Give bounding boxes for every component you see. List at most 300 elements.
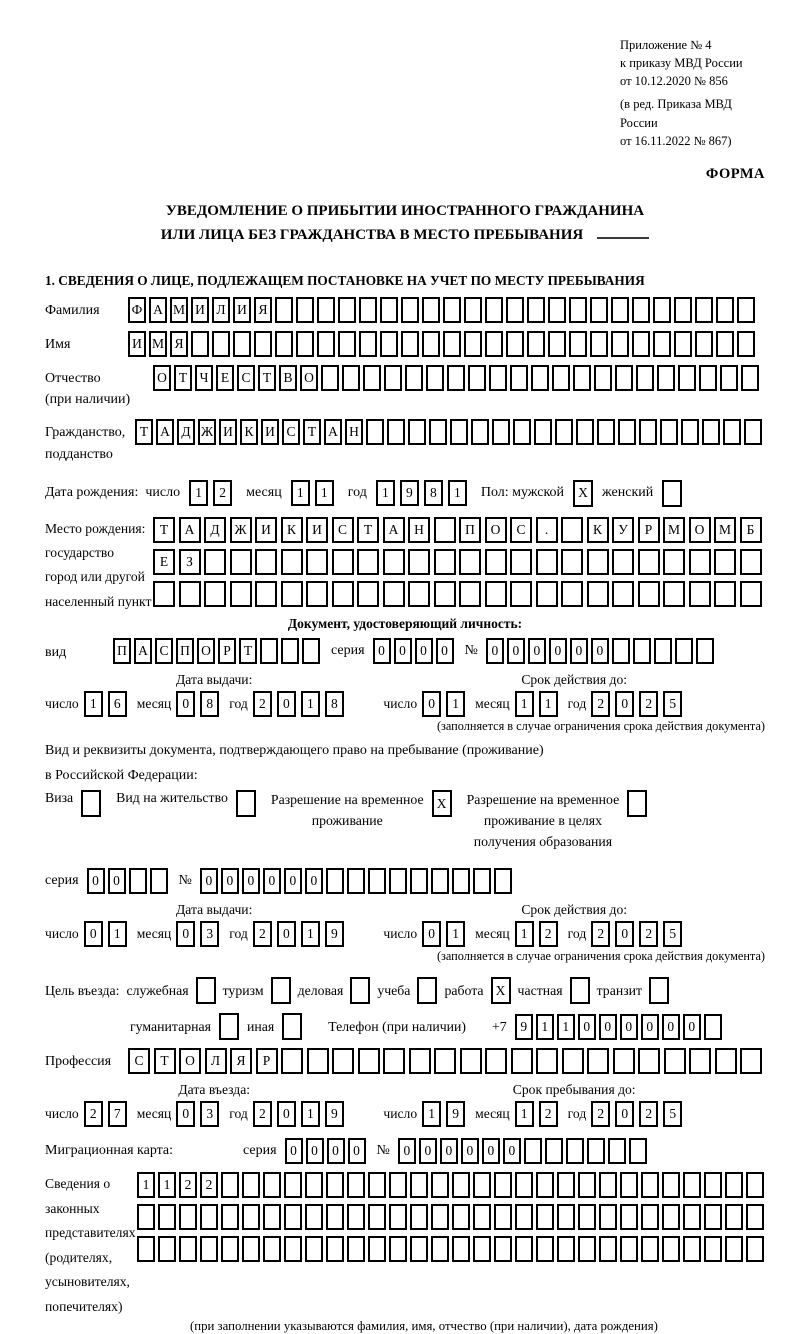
form-cell[interactable]: Ж	[198, 419, 216, 445]
form-cell[interactable]: Д	[177, 419, 195, 445]
form-cell[interactable]: 0	[84, 921, 103, 947]
form-cell[interactable]: 0	[549, 638, 567, 664]
form-cell[interactable]: 1	[291, 480, 310, 506]
form-cell[interactable]	[638, 1048, 660, 1074]
form-cell[interactable]	[741, 365, 759, 391]
form-cell[interactable]	[536, 1236, 554, 1262]
form-cell[interactable]	[410, 868, 428, 894]
form-cell[interactable]	[389, 1204, 407, 1230]
form-cell[interactable]	[347, 1236, 365, 1262]
form-cell[interactable]	[545, 1138, 563, 1164]
form-cell[interactable]	[332, 581, 354, 607]
form-cell[interactable]	[683, 1172, 701, 1198]
form-cell[interactable]: Р	[218, 638, 236, 664]
form-cell[interactable]: 5	[663, 1101, 682, 1127]
checkbox-cell[interactable]: X	[432, 790, 452, 817]
form-cell[interactable]	[284, 1236, 302, 1262]
form-cell[interactable]	[383, 1048, 405, 1074]
form-cell[interactable]	[587, 1138, 605, 1164]
form-cell[interactable]	[485, 297, 503, 323]
form-cell[interactable]	[410, 1204, 428, 1230]
form-cell[interactable]	[473, 1204, 491, 1230]
form-cell[interactable]: 2	[200, 1172, 218, 1198]
form-cell[interactable]: 1	[515, 921, 534, 947]
form-cell[interactable]: 3	[200, 921, 219, 947]
form-cell[interactable]	[695, 331, 713, 357]
form-cell[interactable]: 0	[306, 1138, 324, 1164]
form-cell[interactable]	[447, 365, 465, 391]
form-cell[interactable]	[678, 365, 696, 391]
form-cell[interactable]	[357, 581, 379, 607]
form-cell[interactable]: С	[510, 517, 532, 543]
form-cell[interactable]	[696, 638, 714, 664]
checkbox-cell[interactable]	[627, 790, 647, 817]
form-cell[interactable]: 0	[284, 868, 302, 894]
form-cell[interactable]	[191, 331, 209, 357]
form-cell[interactable]: 8	[325, 691, 344, 717]
form-cell[interactable]	[613, 1048, 635, 1074]
form-cell[interactable]	[179, 1204, 197, 1230]
form-cell[interactable]	[557, 1172, 575, 1198]
form-cell[interactable]	[612, 638, 630, 664]
form-cell[interactable]	[737, 331, 755, 357]
checkbox-cell[interactable]	[219, 1013, 239, 1040]
form-cell[interactable]: 0	[615, 691, 634, 717]
form-cell[interactable]	[426, 365, 444, 391]
form-cell[interactable]: Я	[230, 1048, 252, 1074]
form-cell[interactable]	[740, 581, 762, 607]
form-cell[interactable]	[569, 331, 587, 357]
form-cell[interactable]	[641, 1172, 659, 1198]
form-cell[interactable]	[281, 581, 303, 607]
form-cell[interactable]	[740, 1048, 762, 1074]
form-cell[interactable]: Т	[135, 419, 153, 445]
form-cell[interactable]	[638, 549, 660, 575]
form-cell[interactable]	[527, 297, 545, 323]
form-cell[interactable]	[597, 419, 615, 445]
form-cell[interactable]	[492, 419, 510, 445]
form-cell[interactable]: О	[485, 517, 507, 543]
form-cell[interactable]	[485, 549, 507, 575]
form-cell[interactable]	[653, 297, 671, 323]
form-cell[interactable]: О	[689, 517, 711, 543]
form-cell[interactable]	[657, 365, 675, 391]
form-cell[interactable]: 0	[422, 921, 441, 947]
form-cell[interactable]	[410, 1172, 428, 1198]
checkbox-cell[interactable]	[271, 977, 291, 1004]
form-cell[interactable]: 0	[176, 691, 195, 717]
form-cell[interactable]	[263, 1204, 281, 1230]
form-cell[interactable]: 1	[189, 480, 208, 506]
form-cell[interactable]	[527, 331, 545, 357]
form-cell[interactable]	[410, 1236, 428, 1262]
form-cell[interactable]: 1	[539, 691, 558, 717]
form-cell[interactable]: 1	[108, 921, 127, 947]
form-cell[interactable]	[384, 365, 402, 391]
form-cell[interactable]	[429, 419, 447, 445]
form-cell[interactable]: 2	[253, 1101, 272, 1127]
form-cell[interactable]: Н	[345, 419, 363, 445]
form-cell[interactable]	[641, 1236, 659, 1262]
form-cell[interactable]	[720, 365, 738, 391]
form-cell[interactable]: И	[255, 517, 277, 543]
form-cell[interactable]	[263, 1172, 281, 1198]
form-cell[interactable]: О	[153, 365, 171, 391]
form-cell[interactable]	[471, 419, 489, 445]
form-cell[interactable]	[473, 1236, 491, 1262]
form-cell[interactable]: И	[128, 331, 146, 357]
form-cell[interactable]	[307, 1048, 329, 1074]
form-cell[interactable]: Т	[258, 365, 276, 391]
form-cell[interactable]: И	[306, 517, 328, 543]
form-cell[interactable]: О	[300, 365, 318, 391]
form-cell[interactable]	[242, 1172, 260, 1198]
form-cell[interactable]: Л	[205, 1048, 227, 1074]
form-cell[interactable]	[434, 517, 456, 543]
form-cell[interactable]	[408, 419, 426, 445]
form-cell[interactable]: 1	[557, 1014, 575, 1040]
form-cell[interactable]: Т	[239, 638, 257, 664]
form-cell[interactable]	[639, 419, 657, 445]
form-cell[interactable]: 2	[539, 1101, 558, 1127]
form-cell[interactable]: Я	[254, 297, 272, 323]
form-cell[interactable]	[302, 638, 320, 664]
form-cell[interactable]	[281, 638, 299, 664]
form-cell[interactable]	[405, 365, 423, 391]
form-cell[interactable]	[636, 365, 654, 391]
form-cell[interactable]: 0	[277, 691, 296, 717]
form-cell[interactable]	[663, 549, 685, 575]
form-cell[interactable]: 0	[419, 1138, 437, 1164]
form-cell[interactable]: А	[149, 297, 167, 323]
form-cell[interactable]: 1	[376, 480, 395, 506]
checkbox-cell[interactable]	[282, 1013, 302, 1040]
form-cell[interactable]: Т	[153, 517, 175, 543]
form-cell[interactable]	[611, 331, 629, 357]
form-cell[interactable]: 0	[263, 868, 281, 894]
form-cell[interactable]	[158, 1236, 176, 1262]
form-cell[interactable]	[494, 1204, 512, 1230]
form-cell[interactable]: 9	[325, 1101, 344, 1127]
form-cell[interactable]: А	[179, 517, 201, 543]
form-cell[interactable]	[587, 549, 609, 575]
form-cell[interactable]: 1	[301, 921, 320, 947]
form-cell[interactable]	[387, 419, 405, 445]
form-cell[interactable]	[744, 419, 762, 445]
form-cell[interactable]: 0	[615, 1101, 634, 1127]
form-cell[interactable]: 0	[662, 1014, 680, 1040]
form-cell[interactable]	[590, 297, 608, 323]
form-cell[interactable]: Д	[204, 517, 226, 543]
form-cell[interactable]	[654, 638, 672, 664]
form-cell[interactable]	[746, 1204, 764, 1230]
form-cell[interactable]	[587, 581, 609, 607]
form-cell[interactable]: 0	[176, 1101, 195, 1127]
form-cell[interactable]	[460, 1048, 482, 1074]
form-cell[interactable]: 1	[536, 1014, 554, 1040]
form-cell[interactable]: М	[663, 517, 685, 543]
form-cell[interactable]: 0	[482, 1138, 500, 1164]
form-cell[interactable]	[383, 549, 405, 575]
form-cell[interactable]	[746, 1172, 764, 1198]
form-cell[interactable]	[578, 1172, 596, 1198]
form-cell[interactable]	[746, 1236, 764, 1262]
form-cell[interactable]	[363, 365, 381, 391]
form-cell[interactable]	[137, 1204, 155, 1230]
form-cell[interactable]	[695, 297, 713, 323]
form-cell[interactable]	[569, 297, 587, 323]
form-cell[interactable]: Т	[357, 517, 379, 543]
form-cell[interactable]	[255, 581, 277, 607]
form-cell[interactable]: 0	[277, 1101, 296, 1127]
form-cell[interactable]: К	[281, 517, 303, 543]
form-cell[interactable]	[608, 1138, 626, 1164]
form-cell[interactable]: 9	[400, 480, 419, 506]
form-cell[interactable]	[137, 1236, 155, 1262]
form-cell[interactable]	[342, 365, 360, 391]
form-cell[interactable]: 1	[315, 480, 334, 506]
form-cell[interactable]	[281, 549, 303, 575]
form-cell[interactable]	[536, 1048, 558, 1074]
form-cell[interactable]	[489, 365, 507, 391]
checkbox-cell[interactable]	[649, 977, 669, 1004]
form-cell[interactable]	[242, 1236, 260, 1262]
form-cell[interactable]	[674, 297, 692, 323]
checkbox-cell[interactable]	[570, 977, 590, 1004]
form-cell[interactable]: Т	[154, 1048, 176, 1074]
checkbox-cell[interactable]	[417, 977, 437, 1004]
form-cell[interactable]: 2	[639, 1101, 658, 1127]
form-cell[interactable]	[305, 1204, 323, 1230]
form-cell[interactable]	[347, 1204, 365, 1230]
form-cell[interactable]: 0	[486, 638, 504, 664]
form-cell[interactable]	[263, 1236, 281, 1262]
form-cell[interactable]	[573, 365, 591, 391]
form-cell[interactable]: Л	[212, 297, 230, 323]
form-cell[interactable]	[511, 1048, 533, 1074]
form-cell[interactable]	[590, 331, 608, 357]
form-cell[interactable]	[587, 1048, 609, 1074]
form-cell[interactable]	[536, 549, 558, 575]
form-cell[interactable]	[357, 549, 379, 575]
form-cell[interactable]: 1	[515, 691, 534, 717]
form-cell[interactable]	[653, 331, 671, 357]
form-cell[interactable]: Р	[256, 1048, 278, 1074]
form-cell[interactable]	[260, 638, 278, 664]
form-cell[interactable]	[663, 581, 685, 607]
form-cell[interactable]	[321, 365, 339, 391]
form-cell[interactable]: 0	[398, 1138, 416, 1164]
form-cell[interactable]	[284, 1204, 302, 1230]
form-cell[interactable]	[611, 297, 629, 323]
form-cell[interactable]	[725, 1236, 743, 1262]
form-cell[interactable]	[452, 868, 470, 894]
form-cell[interactable]	[620, 1204, 638, 1230]
form-cell[interactable]	[473, 868, 491, 894]
form-cell[interactable]	[633, 638, 651, 664]
form-cell[interactable]	[704, 1172, 722, 1198]
form-cell[interactable]	[366, 419, 384, 445]
form-cell[interactable]	[459, 549, 481, 575]
form-cell[interactable]	[326, 1204, 344, 1230]
form-cell[interactable]	[254, 331, 272, 357]
form-cell[interactable]	[485, 331, 503, 357]
form-cell[interactable]	[380, 297, 398, 323]
form-cell[interactable]: З	[179, 549, 201, 575]
form-cell[interactable]	[515, 1204, 533, 1230]
form-cell[interactable]	[555, 419, 573, 445]
form-cell[interactable]: 1	[301, 691, 320, 717]
form-cell[interactable]	[389, 868, 407, 894]
form-cell[interactable]	[408, 549, 430, 575]
form-cell[interactable]: 0	[440, 1138, 458, 1164]
form-cell[interactable]	[513, 419, 531, 445]
form-cell[interactable]: 1	[301, 1101, 320, 1127]
form-cell[interactable]: 1	[515, 1101, 534, 1127]
form-cell[interactable]: П	[176, 638, 194, 664]
form-cell[interactable]	[230, 549, 252, 575]
form-cell[interactable]	[284, 1172, 302, 1198]
form-cell[interactable]	[715, 1048, 737, 1074]
form-cell[interactable]: .	[536, 517, 558, 543]
form-cell[interactable]	[704, 1204, 722, 1230]
form-cell[interactable]	[296, 297, 314, 323]
form-cell[interactable]: 0	[436, 638, 454, 664]
form-cell[interactable]	[431, 1236, 449, 1262]
form-cell[interactable]: 0	[570, 638, 588, 664]
form-cell[interactable]: 0	[305, 868, 323, 894]
form-cell[interactable]: Е	[216, 365, 234, 391]
form-cell[interactable]	[275, 297, 293, 323]
form-cell[interactable]: 0	[108, 868, 126, 894]
form-cell[interactable]: 2	[213, 480, 232, 506]
form-cell[interactable]: Н	[408, 517, 430, 543]
form-cell[interactable]	[594, 365, 612, 391]
form-cell[interactable]	[221, 1172, 239, 1198]
form-cell[interactable]	[494, 868, 512, 894]
form-cell[interactable]	[347, 1172, 365, 1198]
form-cell[interactable]: 2	[179, 1172, 197, 1198]
form-cell[interactable]: 0	[683, 1014, 701, 1040]
form-cell[interactable]: С	[128, 1048, 150, 1074]
form-cell[interactable]: 0	[415, 638, 433, 664]
form-cell[interactable]: 0	[327, 1138, 345, 1164]
form-cell[interactable]	[515, 1236, 533, 1262]
form-cell[interactable]	[510, 549, 532, 575]
form-cell[interactable]	[179, 1236, 197, 1262]
form-cell[interactable]: 6	[108, 691, 127, 717]
form-cell[interactable]	[221, 1236, 239, 1262]
form-cell[interactable]	[675, 638, 693, 664]
form-cell[interactable]: И	[261, 419, 279, 445]
form-cell[interactable]	[632, 331, 650, 357]
form-cell[interactable]	[681, 419, 699, 445]
form-cell[interactable]	[464, 297, 482, 323]
checkbox-cell[interactable]	[236, 790, 256, 817]
form-cell[interactable]: 2	[539, 921, 558, 947]
form-cell[interactable]	[638, 581, 660, 607]
form-cell[interactable]	[473, 1172, 491, 1198]
form-cell[interactable]	[704, 1236, 722, 1262]
form-cell[interactable]	[531, 365, 549, 391]
form-cell[interactable]	[561, 581, 583, 607]
form-cell[interactable]	[566, 1138, 584, 1164]
form-cell[interactable]	[317, 297, 335, 323]
form-cell[interactable]	[714, 581, 736, 607]
form-cell[interactable]: 1	[446, 691, 465, 717]
form-cell[interactable]	[683, 1236, 701, 1262]
form-cell[interactable]	[510, 581, 532, 607]
form-cell[interactable]	[662, 1204, 680, 1230]
form-cell[interactable]	[338, 331, 356, 357]
form-cell[interactable]	[179, 581, 201, 607]
checkbox-cell[interactable]	[662, 480, 682, 507]
form-cell[interactable]	[409, 1048, 431, 1074]
form-cell[interactable]: 0	[615, 921, 634, 947]
form-cell[interactable]: 0	[221, 868, 239, 894]
form-cell[interactable]	[326, 868, 344, 894]
checkbox-cell[interactable]	[196, 977, 216, 1004]
form-cell[interactable]: 0	[528, 638, 546, 664]
form-cell[interactable]	[158, 1204, 176, 1230]
form-cell[interactable]	[557, 1236, 575, 1262]
form-cell[interactable]	[368, 1204, 386, 1230]
form-cell[interactable]	[629, 1138, 647, 1164]
form-cell[interactable]: 1	[84, 691, 103, 717]
form-cell[interactable]	[578, 1204, 596, 1230]
form-cell[interactable]: 0	[591, 638, 609, 664]
form-cell[interactable]	[153, 581, 175, 607]
form-cell[interactable]: 2	[591, 691, 610, 717]
form-cell[interactable]: Р	[638, 517, 660, 543]
form-cell[interactable]	[510, 365, 528, 391]
form-cell[interactable]	[689, 581, 711, 607]
form-cell[interactable]	[233, 331, 251, 357]
form-cell[interactable]	[401, 331, 419, 357]
form-cell[interactable]	[562, 1048, 584, 1074]
form-cell[interactable]	[443, 297, 461, 323]
form-cell[interactable]	[200, 1204, 218, 1230]
form-cell[interactable]	[714, 549, 736, 575]
checkbox-cell[interactable]	[81, 790, 101, 817]
form-cell[interactable]	[431, 1204, 449, 1230]
form-cell[interactable]: С	[237, 365, 255, 391]
form-cell[interactable]	[326, 1172, 344, 1198]
form-cell[interactable]	[275, 331, 293, 357]
checkbox-cell[interactable]	[350, 977, 370, 1004]
form-cell[interactable]	[150, 868, 168, 894]
form-cell[interactable]	[599, 1172, 617, 1198]
form-cell[interactable]: 2	[591, 921, 610, 947]
form-cell[interactable]	[615, 365, 633, 391]
form-cell[interactable]	[368, 868, 386, 894]
form-cell[interactable]: 5	[663, 921, 682, 947]
form-cell[interactable]: 0	[503, 1138, 521, 1164]
form-cell[interactable]	[578, 1236, 596, 1262]
form-cell[interactable]	[434, 581, 456, 607]
form-cell[interactable]	[534, 419, 552, 445]
form-cell[interactable]	[431, 868, 449, 894]
form-cell[interactable]	[305, 1172, 323, 1198]
form-cell[interactable]	[383, 581, 405, 607]
form-cell[interactable]: 1	[448, 480, 467, 506]
form-cell[interactable]	[452, 1204, 470, 1230]
form-cell[interactable]: 0	[507, 638, 525, 664]
form-cell[interactable]: 0	[578, 1014, 596, 1040]
form-cell[interactable]	[632, 297, 650, 323]
form-cell[interactable]	[599, 1204, 617, 1230]
form-cell[interactable]	[576, 419, 594, 445]
